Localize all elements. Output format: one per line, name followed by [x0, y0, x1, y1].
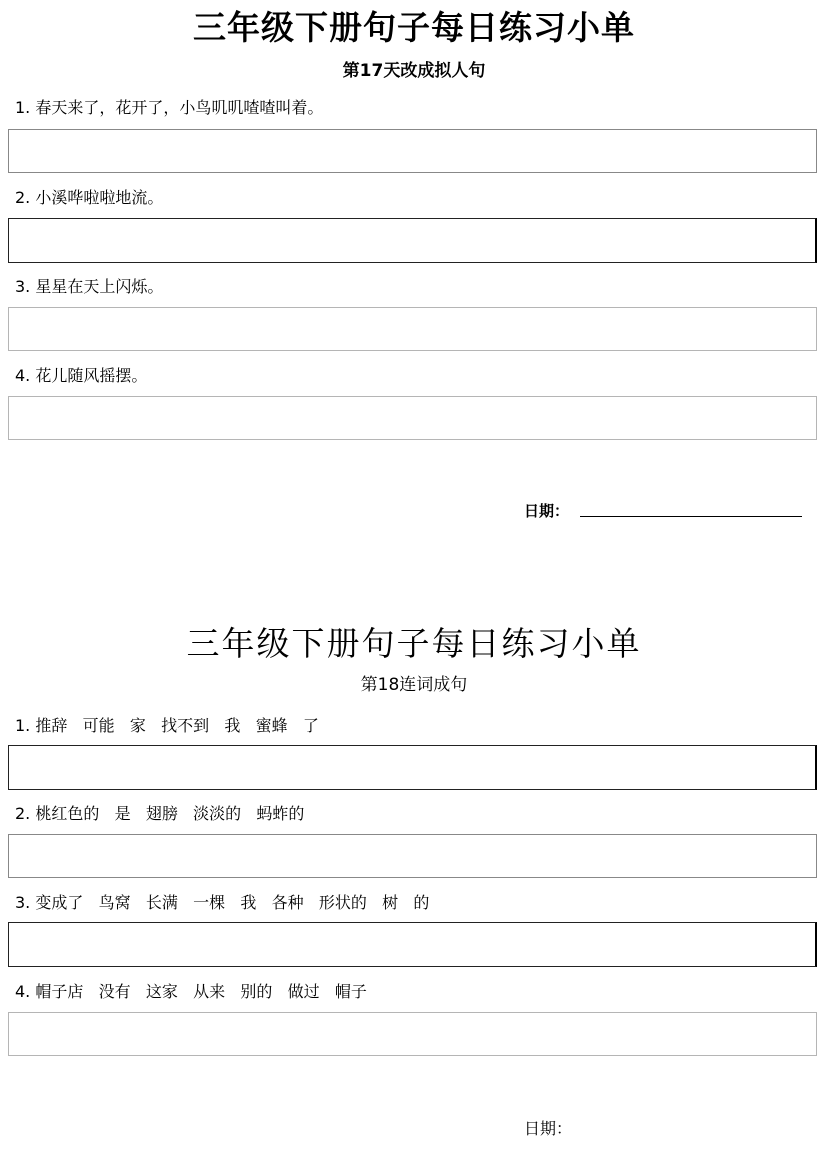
- worksheet-title-2: 三年级下册句子每日练习小单: [186, 624, 642, 663]
- question-2-1: 1. 推辞 可能 家 找不到 我 蜜蜂 了: [15, 716, 319, 735]
- question-2: 2. 小溪哗啦啦地流。: [15, 188, 164, 207]
- question-3: 3. 星星在天上闪烁。: [15, 277, 164, 296]
- answer-box-3[interactable]: [8, 307, 817, 351]
- worksheet-subtitle: 第17天改成拟人句: [342, 61, 486, 81]
- question-1: 1. 春天来了，花开了，小鸟叽叽喳喳叫着。: [15, 98, 324, 117]
- answer-box-1[interactable]: [8, 129, 817, 173]
- question-2-3: 3. 变成了 鸟窝 长满 一棵 我 各种 形状的 树 的: [15, 893, 430, 912]
- answer-box-4[interactable]: [8, 396, 817, 440]
- date-label-2: 日期：: [524, 1119, 573, 1138]
- answer-box-2-3[interactable]: [8, 922, 817, 967]
- date-line[interactable]: [580, 516, 802, 517]
- worksheet-subtitle-2: 第18连词成句: [360, 675, 468, 695]
- answer-box-2-1[interactable]: [8, 745, 817, 790]
- answer-box-2-2[interactable]: [8, 834, 817, 878]
- date-label: 日期：: [524, 502, 570, 520]
- answer-box-2[interactable]: [8, 218, 817, 263]
- answer-box-2-4[interactable]: [8, 1012, 817, 1056]
- worksheet-title: 三年级下册句子每日练习小单: [193, 8, 635, 47]
- question-2-2: 2. 桃红色的 是 翅膀 淡淡的 蚂蚱的: [15, 804, 305, 823]
- question-4: 4. 花儿随风摇摆。: [15, 366, 148, 385]
- question-2-4: 4. 帽子店 没有 这家 从来 别的 做过 帽子: [15, 982, 367, 1001]
